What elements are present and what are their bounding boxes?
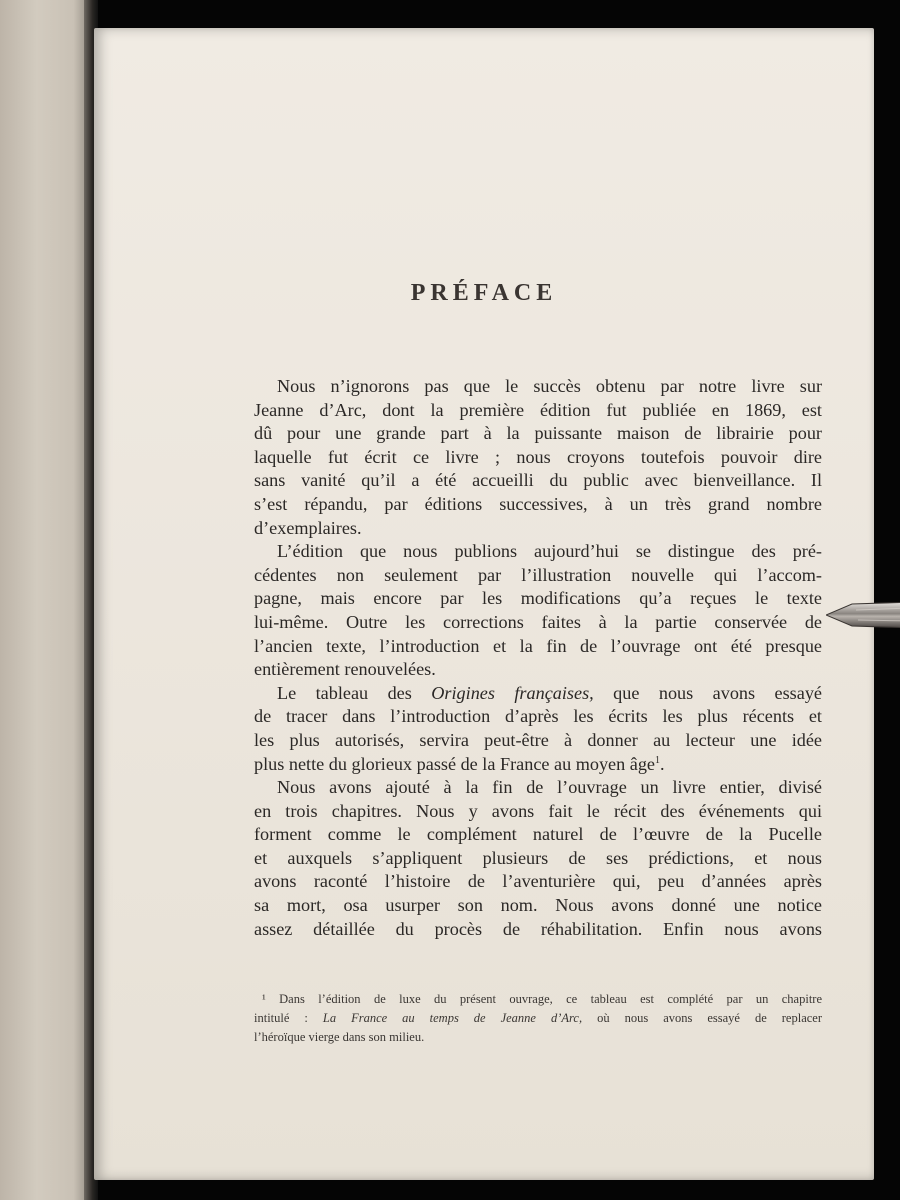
italic-title: Origines françaises, — [431, 682, 594, 703]
text-segment: où nous avons essayé de replacer — [582, 1011, 822, 1025]
body-text — [254, 375, 822, 941]
text-segment: . — [660, 753, 665, 774]
paragraph-4 — [254, 776, 822, 941]
text-line: laquelle fut écrit ce livre ; nous croyons toutefois pouvoir dire — [254, 446, 822, 467]
text-line: lui-même. Outre les corrections faites à la partie conservée de — [254, 611, 822, 632]
text-segment: Le tableau des — [277, 682, 432, 703]
italic-title: La France au temps de Jeanne d’Arc, — [322, 1011, 583, 1025]
footnote-line — [254, 1009, 822, 1028]
text-line: cédentes non seulement par l’illustration nouvelle qui l’accom- — [254, 564, 822, 585]
text-line: s’est répandu, par éditions successives, à un très grand nombre — [254, 493, 822, 514]
text-segment: plus nette du glorieux passé de la France au moyen âge — [254, 753, 656, 774]
text-line: sans vanité qu’il a été accueilli du public avec bienveillance. Il — [254, 470, 822, 491]
text-line: dû pour une grande part à la puissante maison de librairie pour — [254, 423, 822, 444]
footnote — [254, 990, 822, 1047]
text-line: les plus autorisés, servira peut-être à donner au lecteur une idée — [254, 729, 822, 750]
footnote-line: l’héroïque vierge dans son milieu. — [254, 1030, 425, 1044]
footnote-line — [254, 990, 822, 1009]
text-line: de tracer dans l’introduction d’après les écrits les plus récents et — [254, 706, 822, 727]
text-line: Nous avons ajouté à la fin de l’ouvrage un livre entier, divisé — [277, 777, 822, 798]
text-line: l’ancien texte, l’introduction et la fin de l’ouvrage ont été presque — [254, 635, 822, 656]
text-line: et auxquels s’appliquent plusieurs de ses prédictions, et nous — [254, 847, 822, 868]
text-line: assez détaillée du procès de réhabilitation. Enfin nous avons — [254, 918, 822, 939]
text-segment: intitulé : — [254, 1011, 323, 1025]
page-title: PRÉFACE — [410, 280, 558, 306]
text-line: Jeanne d’Arc, dont la première édition fut publiée en 1869, est — [254, 399, 822, 420]
paragraph-3 — [254, 682, 822, 776]
footnote-marker: 1 — [655, 754, 661, 766]
paragraph-2 — [254, 540, 822, 682]
paragraph-1 — [254, 375, 822, 540]
text-line: sa mort, osa usurper son nom. Nous avons donné une notice — [254, 895, 822, 916]
book-page — [94, 28, 874, 1180]
text-line: forment comme le complément naturel de l’œuvre de la Pucelle — [254, 824, 822, 845]
text-segment: Dans l’édition de luxe du présent ouvrage, ce tableau est complété par un chapitre — [279, 992, 822, 1006]
metal-clip-icon — [826, 600, 900, 630]
footnote-number: ¹ — [262, 992, 266, 1006]
text-line: en trois chapitres. Nous y avons fait le récit des événements qui — [254, 800, 822, 821]
text-line: L’édition que nous publions aujourd’hui se distingue des pré- — [277, 541, 822, 562]
text-line — [254, 753, 822, 777]
left-page-edge — [0, 0, 92, 1200]
text-line — [254, 682, 822, 706]
text-line: Nous n’ignorons pas que le succès obtenu par notre livre sur — [277, 376, 822, 396]
text-segment: que nous avons essayé — [593, 682, 822, 703]
text-line: d’exemplaires. — [254, 517, 362, 538]
text-line: avons raconté l’histoire de l’aventurière qui, peu d’années après — [254, 871, 822, 892]
text-line: entièrement renouvelées. — [254, 659, 436, 680]
text-line: pagne, mais encore par les modifications qu’a reçues le texte — [254, 588, 822, 609]
